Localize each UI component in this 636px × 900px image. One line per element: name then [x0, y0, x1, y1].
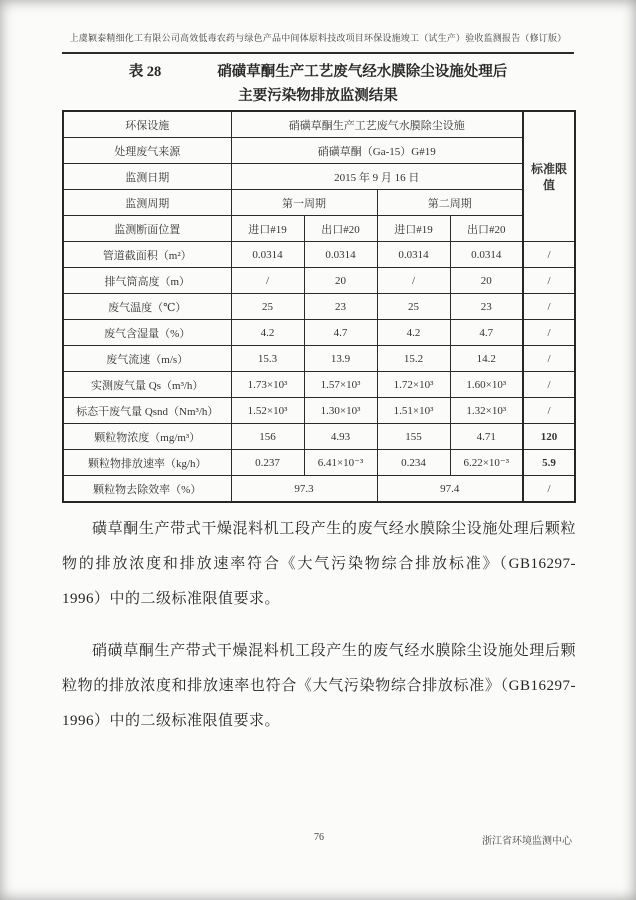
table-row: [63, 268, 575, 294]
standard-limit-header: 标准限值: [523, 111, 575, 242]
monitoring-results-table: [62, 110, 576, 503]
table-row: [63, 242, 575, 268]
row-label: 颗粒物去除效率（%）: [63, 476, 231, 503]
cell-value: 155: [377, 424, 450, 450]
table-row: [63, 320, 575, 346]
conclusion-text: [62, 512, 576, 756]
paragraph-mesotrione: 硝磺草酮生产带式干燥混料机工段产生的废气经水膜除尘设施处理后颗粒物的排放浓度和排放速率也符合《大气污染物综合排放标准》（GB16297-1996）中的二级标准限值要求。: [62, 643, 576, 729]
cell-value: 25: [377, 294, 450, 320]
table-title-line2: 主要污染物排放监测结果: [238, 88, 398, 104]
cell-value: 硝磺草酮生产工艺废气水膜除尘设施: [231, 111, 523, 138]
cell-value: 15.2: [377, 346, 450, 372]
cell-value: /: [231, 268, 304, 294]
limit-value: /: [523, 242, 575, 268]
page-number: 76: [314, 832, 324, 843]
row-label: 管道截面积（m²）: [63, 242, 231, 268]
cell-value: 20: [304, 268, 377, 294]
cell-value: 20: [450, 268, 523, 294]
cell-value: 0.0314: [377, 242, 450, 268]
row-label: 标态干废气量 Qsnd（Nm³/h）: [63, 398, 231, 424]
cell-value: 4.7: [450, 320, 523, 346]
cell-value: 97.3: [231, 476, 377, 503]
row-label: 处理废气来源: [63, 138, 231, 164]
limit-value: /: [523, 476, 575, 503]
cell-value: 14.2: [450, 346, 523, 372]
limit-value: /: [523, 346, 575, 372]
cell-value: 0.0314: [450, 242, 523, 268]
cell-value: 1.60×10³: [450, 372, 523, 398]
limit-value: /: [523, 268, 575, 294]
cell-value: 出口#20: [304, 216, 377, 242]
cell-value: 0.0314: [304, 242, 377, 268]
table-title: [62, 60, 574, 108]
cell-value: 1.32×10³: [450, 398, 523, 424]
limit-value: /: [523, 320, 575, 346]
row-label: 排气筒高度（m）: [63, 268, 231, 294]
cell-value: 6.22×10⁻³: [450, 450, 523, 476]
cell-value: 出口#20: [450, 216, 523, 242]
limit-value: 5.9: [523, 450, 575, 476]
table-row: [63, 138, 575, 164]
table-number: 表 28: [128, 64, 162, 80]
cell-value: 0.234: [377, 450, 450, 476]
row-label: 颗粒物排放速率（kg/h）: [63, 450, 231, 476]
limit-value: 120: [523, 424, 575, 450]
cell-value: 第二周期: [377, 190, 523, 216]
table-row: [63, 190, 575, 216]
cell-value: 4.93: [304, 424, 377, 450]
table-row: [63, 424, 575, 450]
cell-value: 1.52×10³: [231, 398, 304, 424]
row-label: 废气含湿量（%）: [63, 320, 231, 346]
running-header: 上虞颖泰精细化工有限公司高效低毒农药与绿色产品中间体原料技改项目环保设施竣工（试生产）验收监测报告（修订版）: [69, 33, 567, 43]
paragraph-sulcotrione: 磺草酮生产带式干燥混料机工段产生的废气经水膜除尘设施处理后颗粒物的排放浓度和排放速率符合《大气污染物综合排放标准》（GB16297-1996）中的二级标准限值要求。: [62, 521, 576, 607]
cell-value: 0.0314: [231, 242, 304, 268]
header-rule: [62, 52, 574, 54]
table-row: [63, 346, 575, 372]
row-label: 监测日期: [63, 164, 231, 190]
cell-value: 97.4: [377, 476, 523, 503]
row-label: 废气流速（m/s）: [63, 346, 231, 372]
cell-value: 1.73×10³: [231, 372, 304, 398]
table-row: [63, 294, 575, 320]
row-label: 监测周期: [63, 190, 231, 216]
cell-value: 0.237: [231, 450, 304, 476]
limit-value: /: [523, 398, 575, 424]
row-label: 颗粒物浓度（mg/m³）: [63, 424, 231, 450]
cell-value: 1.57×10³: [304, 372, 377, 398]
table-row: [63, 111, 575, 138]
table-row: [63, 476, 575, 503]
cell-value: 13.9: [304, 346, 377, 372]
table-title-text: 硝磺草酮生产工艺废气经水膜除尘设施处理后: [217, 64, 508, 80]
table-row: [63, 216, 575, 242]
cell-value: 进口#19: [231, 216, 304, 242]
cell-value: 156: [231, 424, 304, 450]
cell-value: /: [377, 268, 450, 294]
cell-value: 4.2: [231, 320, 304, 346]
cell-value: 硝磺草酮（Ga-15）G#19: [231, 138, 523, 164]
cell-value: 6.41×10⁻³: [304, 450, 377, 476]
cell-value: 1.30×10³: [304, 398, 377, 424]
cell-value: 2015 年 9 月 16 日: [231, 164, 523, 190]
row-label: 废气温度（℃）: [63, 294, 231, 320]
row-label: 监测断面位置: [63, 216, 231, 242]
table-row: [63, 164, 575, 190]
cell-value: 23: [304, 294, 377, 320]
cell-value: 15.3: [231, 346, 304, 372]
cell-value: 进口#19: [377, 216, 450, 242]
table-row: [63, 450, 575, 476]
table-title-line1: [62, 60, 574, 84]
cell-value: 23: [450, 294, 523, 320]
row-label: 实测废气量 Qs（m³/h）: [63, 372, 231, 398]
cell-value: 4.2: [377, 320, 450, 346]
cell-value: 4.7: [304, 320, 377, 346]
footer-organization: 浙江省环境监测中心: [482, 836, 572, 847]
cell-value: 1.72×10³: [377, 372, 450, 398]
page-footer: [62, 832, 576, 850]
cell-value: 第一周期: [231, 190, 377, 216]
table-row: [63, 398, 575, 424]
limit-value: /: [523, 372, 575, 398]
cell-value: 4.71: [450, 424, 523, 450]
row-label: 环保设施: [63, 111, 231, 138]
cell-value: 1.51×10³: [377, 398, 450, 424]
cell-value: 25: [231, 294, 304, 320]
table-row: [63, 372, 575, 398]
limit-value: /: [523, 294, 575, 320]
